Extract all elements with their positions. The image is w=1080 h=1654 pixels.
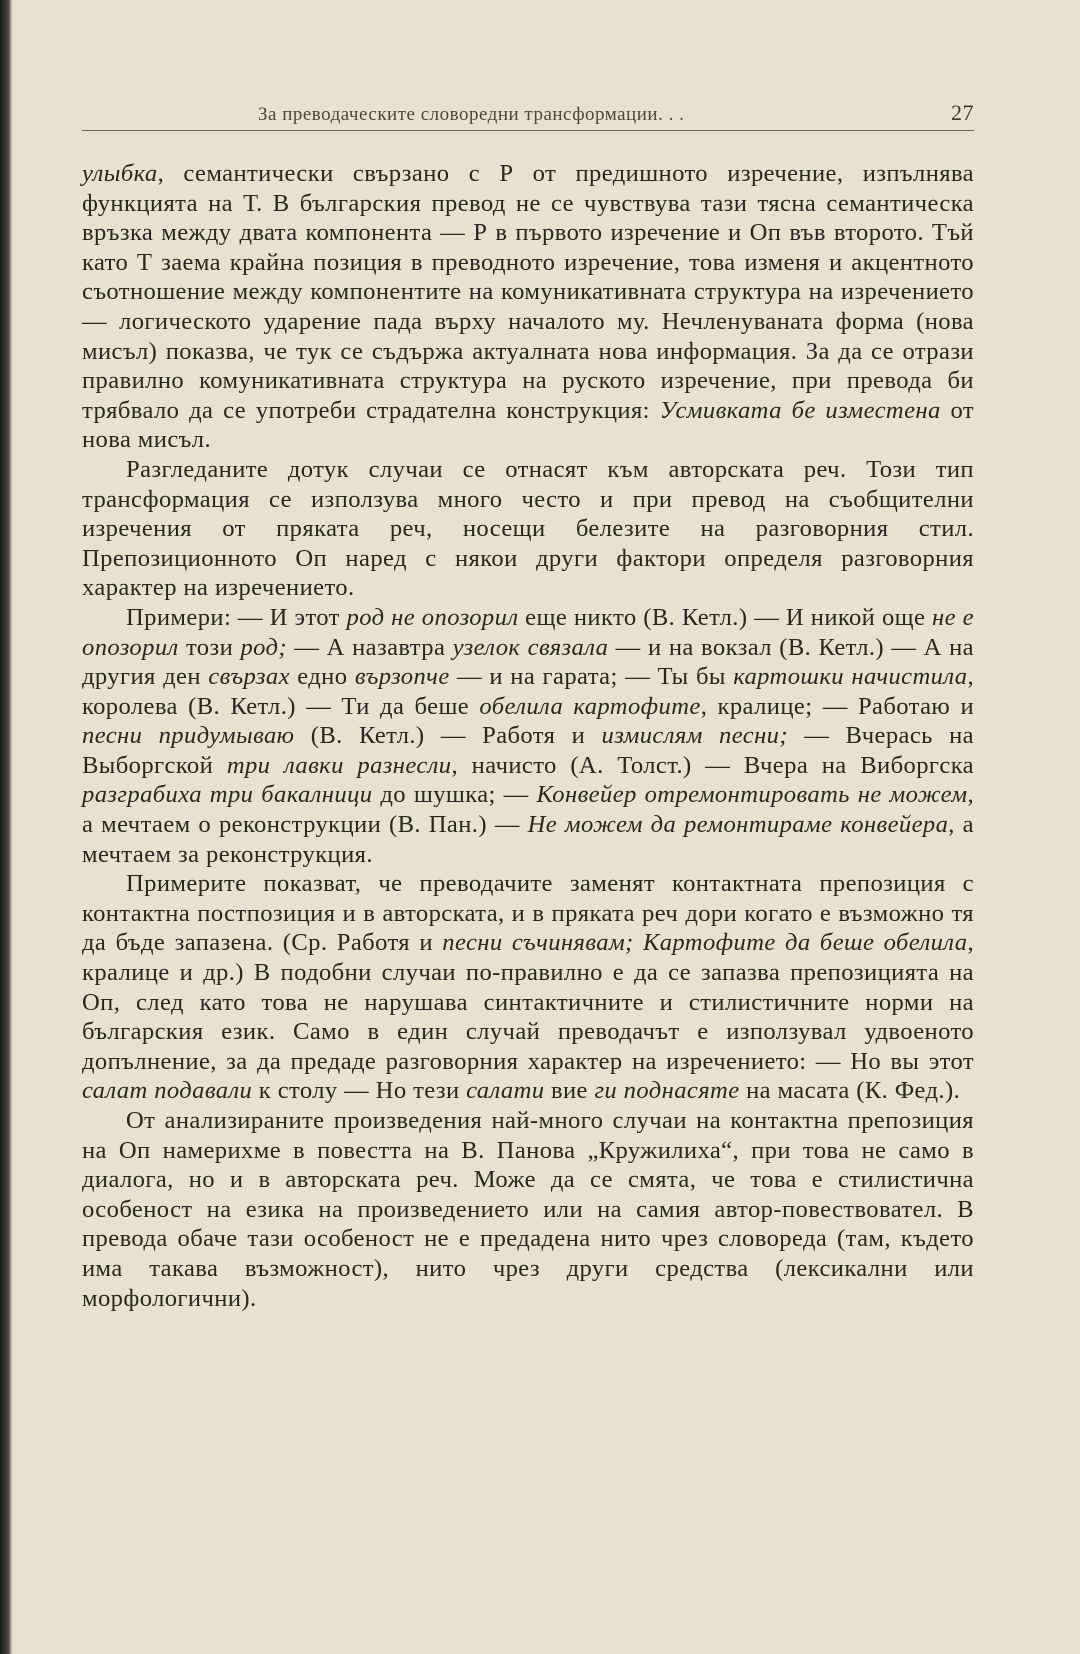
text-run: вие	[544, 1077, 595, 1105]
paragraph	[82, 455, 974, 603]
italic-example-text: вързопче	[354, 663, 450, 691]
text-run: еще никто (В. Кетл.) — И никой още	[518, 603, 933, 631]
text-run: този	[178, 633, 241, 661]
italic-example-text: улыбка	[82, 160, 158, 187]
text-run: От анализираните произведения най-много случаи на контактна препозиция на Оп намерихме в повестта на В. Панова „Кружилиха“, при това не само в диалога, но и в авторската реч. Може да се смята, че това е стилистична особеност на езика на произведението или на самия автор-повествовател. В превода обаче тази особеност не е предадена нито чрез словореда (там, където има такава възможност), нито чрез други средства (лексикални или морфологични).	[82, 1107, 974, 1312]
italic-example-text: картошки начистила	[733, 663, 968, 691]
italic-example-text: Усмивката бе изместена	[659, 396, 941, 424]
text-run: — А назавтра	[287, 633, 453, 661]
text-run: — Вчерась на Выборгской	[82, 722, 974, 779]
italic-example-text: не е опозорил	[82, 603, 975, 661]
text-run: , кралице; — Работаю и	[700, 692, 975, 720]
italic-example-text: песни съчинявам; Картофите да беше обелила	[442, 929, 968, 957]
italic-example-text: салати	[466, 1077, 545, 1105]
italic-example-text: род не опозорил	[346, 603, 519, 631]
text-run: , а мечтаем за реконструкция.	[82, 811, 974, 868]
text-run: Разгледаните дотук случаи се отнасят към авторската реч. Този тип трансформация се използува много често и при превод на съобщителни изречения от пряката реч, носещи белезите на разговорния стил. Препозиционното Оп наред с някои други фактори определя разговорния характер на изречението.	[82, 455, 974, 602]
italic-example-text: род;	[240, 633, 287, 661]
text-run: , а мечтаем о реконструкции (В. Пан.) —	[82, 781, 974, 839]
text-run: едно	[289, 663, 355, 691]
text-run: на масата (К. Фед.).	[739, 1077, 961, 1105]
text-run: — и на гарата; — Ты бы	[449, 663, 734, 691]
italic-example-text: обелила картофите	[479, 692, 701, 720]
italic-example-text: салат подавали	[82, 1077, 253, 1105]
italic-example-text: узелок связала	[452, 633, 609, 661]
text-run: , начисто (А. Толст.) — Вчера на Виборгска	[451, 751, 974, 779]
text-run: до шушка; —	[372, 781, 537, 809]
text-run: , кралице и др.) В подобни случаи по-правилно е да се запазва препозицията на Оп, след като това не нарушава синтактичните и стилистичните норми на българския език. Само в един случай преводачът е използувал удвоеното допълнение, за да предаде разговорния характер на изречението: — Но вы этот	[82, 929, 974, 1075]
italic-example-text: Не можем да ремонтираме конвейера	[527, 811, 949, 839]
paragraph	[82, 159, 974, 455]
paragraph	[82, 869, 974, 1106]
text-run: , семантически свързано с Р от предишното изречение, изпълнява функцията на Т. В българския превод не се чувствува тази тясна семантическа връзка между двата компонента — Р в първото изречение и Оп във второто. Тъй като Т заема крайна позиция в преводното изречение, това изменя и акцентното съотношение между компонентите на комуникативната структура на изречението — логическото ударение пада върху началото му. Нечленуваната форма (нова мисъл) показва, че тук се съдържа актуалната нова информация. За да се отрази правилно комуникативната структура на руското изречение, при превода би трябвало да се употреби страдателна конструкция:	[82, 160, 974, 424]
italic-example-text: песни придумываю	[82, 722, 295, 750]
book-page	[82, 100, 974, 1313]
italic-example-text: три лавки разнесли	[226, 751, 452, 779]
text-run: к столу — Но тези	[252, 1077, 467, 1105]
italic-example-text: разграбиха три бакалници	[82, 781, 373, 809]
text-run: Примери: — И этот	[126, 603, 347, 631]
italic-example-text: Конвейер отремонтировать не можем	[536, 781, 968, 809]
book-spine-shadow	[0, 0, 12, 1654]
text-run: от нова мисъл.	[82, 396, 974, 454]
page-header	[82, 100, 974, 131]
italic-example-text: свързах	[208, 663, 290, 691]
running-title: За преводаческите словоредни трансформации. . .	[258, 104, 685, 125]
paragraph	[82, 1106, 974, 1313]
text-run: , королева (В. Кетл.) — Ти да беше	[82, 663, 975, 720]
text-run: — и на вокзал (В. Кетл.) — А на другия ден	[82, 633, 974, 691]
paragraph	[82, 603, 974, 869]
text-run: (В. Кетл.) — Работя и	[294, 722, 602, 750]
page-number: 27	[951, 100, 974, 125]
text-run: Примерите показват, че преводачите заменят контактната препозиция с контактна постпозиция и в авторската, и в пряката реч дори когато е възможно тя да бъде запазена. (Ср. Работя и	[82, 870, 974, 957]
page-body	[82, 159, 974, 1313]
italic-example-text: ги поднасяте	[594, 1077, 740, 1105]
italic-example-text: измислям песни;	[601, 722, 788, 750]
